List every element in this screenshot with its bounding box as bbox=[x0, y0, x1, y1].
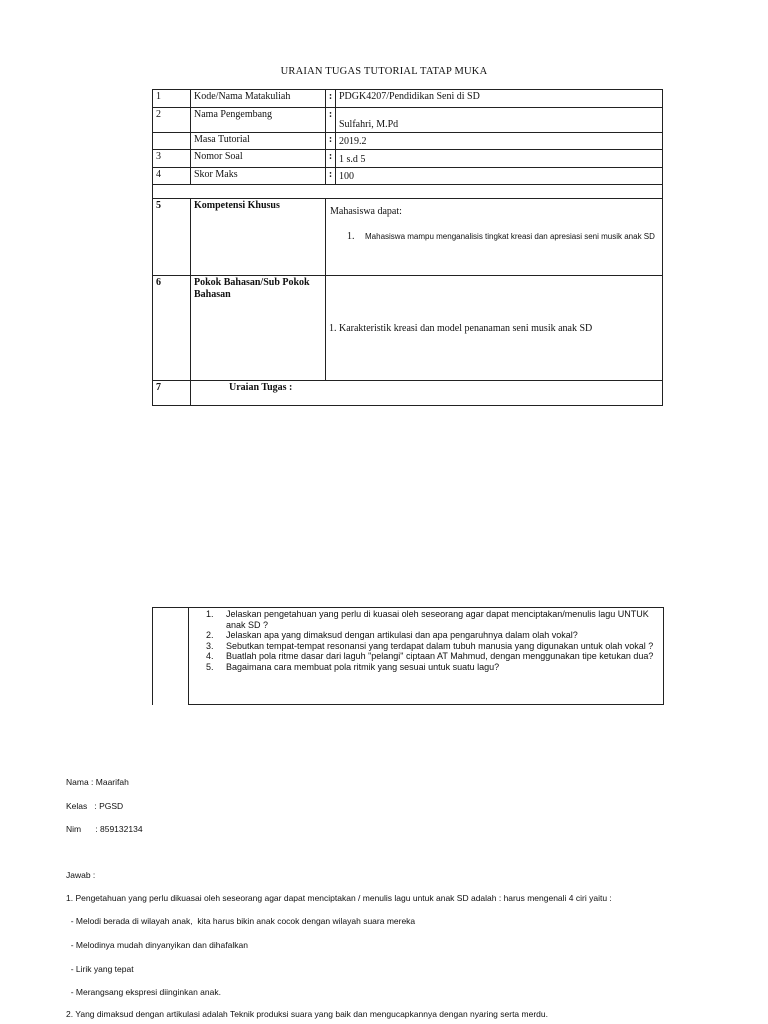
answer-line: - Melodinya mudah dinyanyikan dan dihafalkan bbox=[66, 940, 248, 950]
document-title: URAIAN TUGAS TUTORIAL TATAP MUKA bbox=[280, 66, 488, 77]
row-label: Kode/Nama Matakuliah bbox=[191, 90, 326, 108]
row-label: Nomor Soal bbox=[191, 150, 326, 168]
row-label: Masa Tutorial bbox=[191, 133, 326, 150]
row-colon: : bbox=[326, 90, 336, 108]
list-item-number: 4. bbox=[206, 651, 214, 661]
row-label: Kompetensi Khusus bbox=[191, 199, 326, 276]
row-number: 3 bbox=[153, 150, 191, 168]
competency-item bbox=[347, 230, 659, 243]
table-border bbox=[152, 608, 153, 705]
row-colon: : bbox=[326, 108, 336, 133]
list-item-number: 1. bbox=[206, 609, 214, 619]
row-label: Skor Maks bbox=[191, 168, 326, 185]
row-value: 1 s.d 5 bbox=[336, 150, 663, 168]
task-list bbox=[206, 609, 658, 672]
row-label: Pokok Bahasan/Sub Pokok Bahasan bbox=[191, 276, 326, 381]
answer-heading: Jawab : bbox=[66, 870, 96, 880]
list-item bbox=[206, 609, 658, 630]
row-colon: : bbox=[326, 150, 336, 168]
list-item-text: Jelaskan pengetahuan yang perlu di kuasai oleh seseorang agar dapat menciptakan/menulis lagu UNTUK anak SD ? bbox=[226, 609, 649, 630]
list-item-number: 2. bbox=[206, 630, 214, 640]
topic-item: 1. Karakteristik kreasi dan model penanaman seni musik anak SD bbox=[329, 323, 593, 334]
list-item bbox=[206, 651, 658, 662]
list-item-text: Jelaskan apa yang dimaksud dengan artikulasi dan apa pengaruhnya dalam olah vokal? bbox=[226, 630, 578, 640]
list-item-number: 5. bbox=[206, 661, 214, 672]
info-row-competency bbox=[153, 199, 663, 276]
answer-line: - Melodi berada di wilayah anak, kita harus bikin anak cocok dengan wilayah suara mereka bbox=[66, 916, 416, 926]
row-number: 2 bbox=[153, 108, 191, 133]
row-label: Nama Pengembang bbox=[191, 108, 326, 133]
list-item-text: Sebutkan tempat-tempat resonansi yang terdapat dalam tubuh manusia yang digunakan untuk olah vokal ? bbox=[226, 640, 654, 651]
list-item-number: 3. bbox=[206, 640, 214, 651]
course-info-table bbox=[152, 89, 663, 406]
task-list-table bbox=[152, 607, 664, 705]
list-item bbox=[206, 630, 658, 641]
row-number: 7 bbox=[153, 381, 191, 406]
list-item bbox=[206, 662, 658, 673]
info-row-question-no bbox=[153, 150, 663, 168]
row-number: 1 bbox=[153, 90, 191, 108]
row-number: 6 bbox=[153, 276, 191, 381]
info-row-course bbox=[153, 90, 663, 108]
row-number: 4 bbox=[153, 168, 191, 185]
info-row-developer bbox=[153, 108, 663, 133]
row-value: PDGK4207/Pendidikan Seni di SD bbox=[336, 90, 663, 108]
row-value: 100 bbox=[336, 168, 663, 185]
info-row-task bbox=[153, 381, 663, 406]
row-number: 5 bbox=[153, 199, 191, 276]
competency-intro: Mahasiswa dapat: bbox=[330, 206, 402, 217]
row-number bbox=[153, 133, 191, 150]
competency-cell bbox=[326, 199, 663, 276]
row-colon: : bbox=[326, 133, 336, 150]
table-border bbox=[188, 704, 663, 705]
info-row-max-score bbox=[153, 168, 663, 185]
list-item-text: Bagaimana cara membuat pola ritmik yang sesuai untuk suatu lagu? bbox=[226, 661, 500, 672]
table-border bbox=[188, 608, 189, 705]
topic-cell bbox=[326, 276, 663, 381]
row-colon: : bbox=[326, 168, 336, 185]
row-value: 2019.2 bbox=[336, 133, 663, 150]
row-label: Uraian Tugas : bbox=[191, 381, 663, 406]
answer-line: 2. Yang dimaksud dengan artikulasi adalah Teknik produksi suara yang baik dan mengucapkannya dengan nyaring serta merdu. bbox=[66, 1009, 548, 1019]
student-class: Kelas : PGSD bbox=[66, 801, 124, 811]
list-item bbox=[206, 641, 658, 652]
info-row-topic bbox=[153, 276, 663, 381]
answer-line: - Lirik yang tepat bbox=[66, 964, 134, 974]
student-name: Nama : Maarifah bbox=[66, 777, 129, 787]
competency-item-number: 1. bbox=[347, 231, 355, 242]
row-value: Sulfahri, M.Pd bbox=[336, 108, 663, 133]
student-id: Nim : 859132134 bbox=[66, 824, 143, 834]
competency-item-text: Mahasiswa mampu menganalisis tingkat kreasi dan apresiasi seni musik anak SD bbox=[365, 232, 655, 241]
info-row-period bbox=[153, 133, 663, 150]
answer-line: - Merangsang ekspresi diinginkan anak. bbox=[66, 987, 221, 997]
spacer-row bbox=[153, 185, 663, 199]
list-item-text: Buatlah pola ritme dasar dari laguh "pelangi" ciptaan AT Mahmud, dengan menggunakan tipe ketukan dua? bbox=[226, 651, 654, 661]
answer-line: 1. Pengetahuan yang perlu dikuasai oleh seseorang agar dapat menciptakan / menulis lagu untuk anak SD adalah : harus mengenali 4 ciri yaitu : bbox=[66, 893, 612, 903]
